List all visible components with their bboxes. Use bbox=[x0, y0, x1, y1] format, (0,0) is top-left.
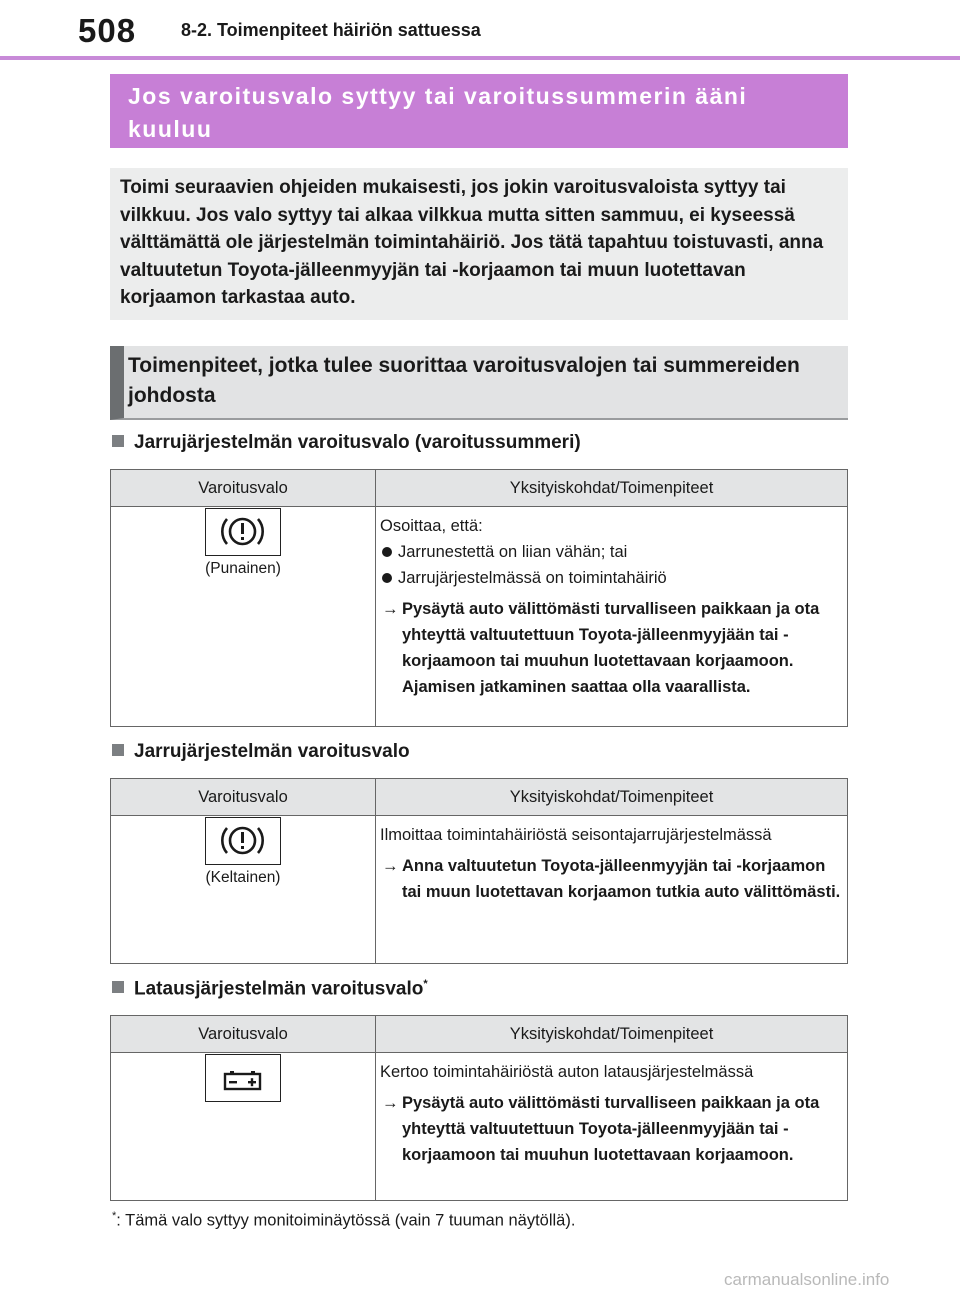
brake-warning-icon bbox=[205, 508, 281, 556]
battery-icon bbox=[205, 1054, 281, 1102]
icon-caption: (Keltainen) bbox=[205, 869, 281, 886]
warning-table-2 bbox=[110, 778, 848, 964]
arrow-icon: → bbox=[382, 600, 399, 618]
footnote-mark: * bbox=[112, 1210, 117, 1222]
square-bullet-icon bbox=[112, 435, 124, 447]
action-text bbox=[380, 1090, 841, 1168]
icon-caption: (Punainen) bbox=[205, 560, 281, 577]
action-text bbox=[380, 853, 841, 905]
header-rule bbox=[0, 56, 960, 60]
warning-light-cell bbox=[111, 507, 376, 727]
warning-table-3 bbox=[110, 1015, 848, 1201]
footnote-mark: * bbox=[423, 978, 428, 990]
details-cell bbox=[376, 816, 848, 964]
subheading-text: Jarrujärjestelmän varoitusvalo (varoitussummeri) bbox=[134, 432, 581, 453]
detail-text: Ilmoittaa toimintahäiriöstä seisontajarrujärjestelmässä bbox=[380, 826, 772, 844]
col-header-details: Yksityiskohdat/Toimenpiteet bbox=[376, 779, 848, 816]
detail-text: Kertoo toimintahäiriöstä auton latausjärjestelmässä bbox=[380, 1063, 754, 1081]
col-header-details: Yksityiskohdat/Toimenpiteet bbox=[376, 470, 848, 507]
footnote bbox=[112, 1210, 575, 1231]
details-cell bbox=[376, 507, 848, 727]
page-header bbox=[0, 0, 960, 60]
chapter-title: 8-2. Toimenpiteet häiriön sattuessa bbox=[181, 20, 481, 40]
table-row bbox=[111, 816, 848, 964]
list-item: Jarrunestettä on liian vähän; tai bbox=[380, 539, 841, 565]
subheading-text: Latausjärjestelmän varoitusvalo bbox=[134, 978, 424, 1000]
action-body: Pysäytä auto välittömästi turvalliseen paikkaan ja ota yhteyttä valtuutettuun Toyota-jälleenmyyjään tai -korjaamoon tai muuhun luotettavaan korjaamoon. Ajamisen jatkaminen saattaa olla vaarallista. bbox=[402, 600, 820, 696]
page-number: 508 bbox=[78, 12, 137, 49]
action-body: Pysäytä auto välittömästi turvalliseen paikkaan ja ota yhteyttä valtuutettuun Toyota-jälleenmyyjään tai -korjaamoon tai muuhun luotettavaan korjaamoon. bbox=[402, 1094, 820, 1164]
section-heading: Toimenpiteet, jotka tulee suorittaa varoitusvalojen tai summereiden johdosta bbox=[110, 346, 848, 420]
list-item: Jarrujärjestelmässä on toimintahäiriö bbox=[380, 565, 841, 591]
arrow-icon: → bbox=[382, 857, 399, 875]
col-header-warning: Varoitusvalo bbox=[111, 779, 376, 816]
warning-light-cell bbox=[111, 1053, 376, 1201]
subheading-charging bbox=[112, 978, 428, 1000]
col-header-warning: Varoitusvalo bbox=[111, 470, 376, 507]
intro-box: Toimi seuraavien ohjeiden mukaisesti, jos jokin varoitusvaloista syttyy tai vilkkuu. Jos valo syttyy tai alkaa vilkkua mutta sitten sammuu, ei kyseessä välttämättä ole järjestelmän toimintahäiriö. Jos tätä tapahtuu toistuvasti, anna valtuutetun Toyota-jälleenmyyjän tai -korjaamon tai muun luotettavan korjaamon tarkastaa auto. bbox=[110, 168, 848, 320]
square-bullet-icon bbox=[112, 981, 124, 993]
subheading-brake-fluid bbox=[112, 432, 581, 454]
footnote-text: : Tämä valo syttyy monitoiminäytössä (vain 7 tuuman näytöllä). bbox=[116, 1211, 576, 1230]
col-header-details: Yksityiskohdat/Toimenpiteet bbox=[376, 1016, 848, 1053]
watermark: carmanualsonline.info bbox=[724, 1270, 890, 1289]
details-cell bbox=[376, 1053, 848, 1201]
brake-warning-icon bbox=[205, 817, 281, 865]
table-header-row bbox=[111, 1016, 848, 1053]
section-banner: Jos varoitusvalo syttyy tai varoitussummerin ääni kuuluu bbox=[110, 74, 848, 148]
warning-table-1 bbox=[110, 469, 848, 727]
warning-light-cell bbox=[111, 816, 376, 964]
table-row bbox=[111, 507, 848, 727]
table-header-row bbox=[111, 470, 848, 507]
square-bullet-icon bbox=[112, 744, 124, 756]
col-header-warning: Varoitusvalo bbox=[111, 1016, 376, 1053]
detail-text: Osoittaa, että: bbox=[380, 517, 483, 535]
action-body: Anna valtuutetun Toyota-jälleenmyyjän tai -korjaamon tai muun luotettavan korjaamon tutkia auto välittömästi. bbox=[402, 857, 841, 901]
arrow-icon: → bbox=[382, 1094, 399, 1112]
table-row bbox=[111, 1053, 848, 1201]
subheading-parking-brake bbox=[112, 741, 410, 763]
subheading-text: Jarrujärjestelmän varoitusvalo bbox=[134, 741, 410, 762]
table-header-row bbox=[111, 779, 848, 816]
action-text bbox=[380, 596, 841, 700]
